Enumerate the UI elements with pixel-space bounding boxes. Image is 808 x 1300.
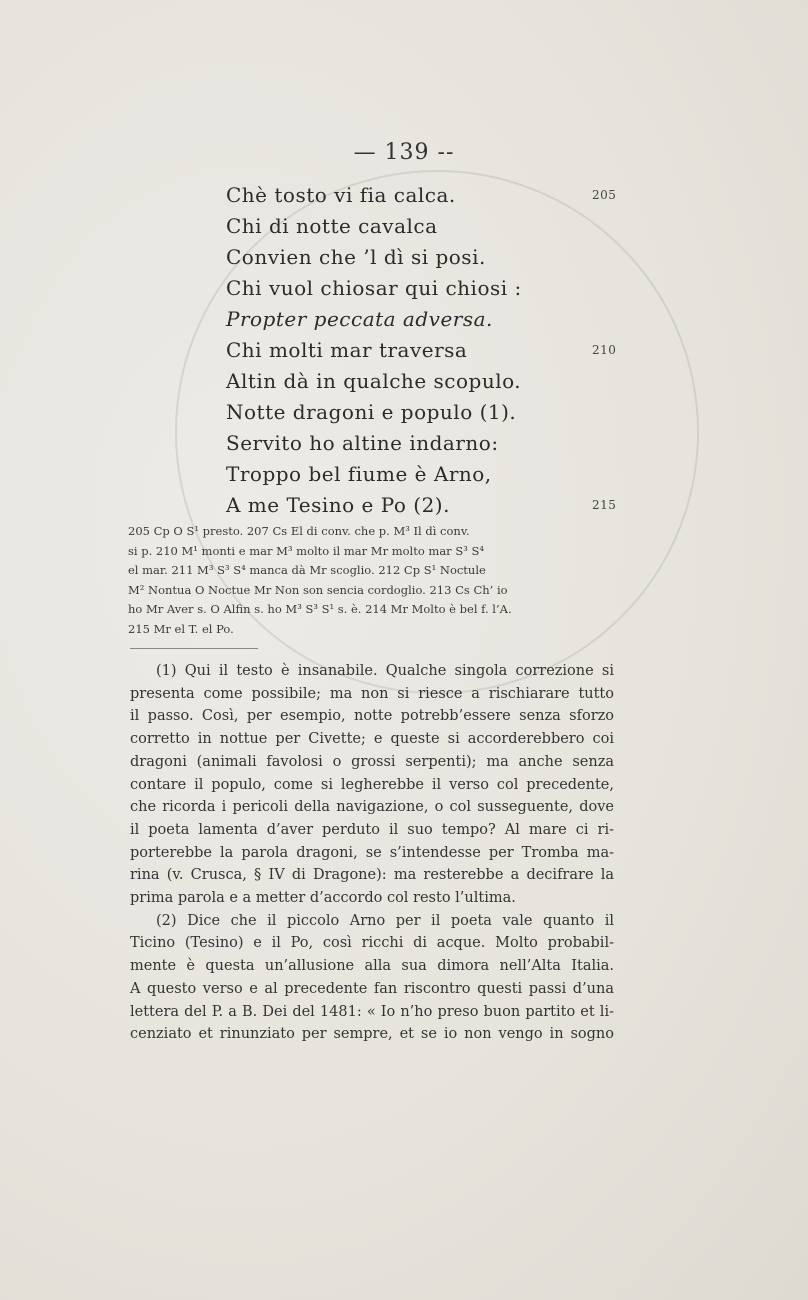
footnotes <box>130 660 614 1046</box>
verse-line: A me Tesino e Po (2). 215 <box>226 490 626 521</box>
verse-line: Chi vuol chiosar qui chiosi : <box>226 276 522 300</box>
variant-line: el mar. 211 M³ S³ S⁴ manca dà Mr scoglio. 212 Cp S¹ Noctule <box>128 563 486 577</box>
verse-line: Chi di notte cavalca <box>226 214 438 238</box>
verse-line: Chè tosto vi fia calca. 205 <box>226 180 626 211</box>
line-number: 215 <box>592 498 617 512</box>
footnote-line: A questo verso e al precedente fan riscontro questi passi d’una <box>130 980 614 997</box>
footnote-line: corretto in nottue per Civette; e queste si accorderebbero coi <box>130 731 614 748</box>
critical-apparatus <box>128 522 618 639</box>
variant-line: 215 Mr el T. el Po. <box>128 621 234 636</box>
variant-line: si p. 210 M¹ monti e mar M³ molto il mar Mr molto mar S³ S⁴ <box>128 543 484 558</box>
footnote-line: il poeta lamenta d’aver perduto il suo tempo? Al mare ci ri- <box>130 821 614 838</box>
verse-line: Servito ho altine indarno: <box>226 431 499 455</box>
variant-line: 205 Cp O S¹ presto. 207 Cs El di conv. che p. M³ Il dì conv. <box>128 524 470 538</box>
footnote-separator <box>130 648 258 649</box>
footnote-line: Ticino (Tesino) e il Po, così ricchi di acque. Molto probabil- <box>130 935 614 952</box>
footnote-line: (1) Qui il testo è insanabile. Qualche singola correzione si <box>156 663 614 679</box>
footnote-line: rina (v. Crusca, § IV di Dragone): ma resterebbe a decifrare la <box>130 867 614 884</box>
footnote-line: mente è questa un’allusione alla sua dimora nell’Alta Italia. <box>130 958 614 975</box>
verse-line: Notte dragoni e populo (1). <box>226 400 517 424</box>
poem-verses <box>226 180 626 521</box>
footnote-line: porterebbe la parola dragoni, se s’intendesse per Tromba ma- <box>130 844 614 861</box>
footnote-line: presenta come possibile; ma non si riesce a rischiarare tutto <box>130 685 614 702</box>
footnote-line: contare il populo, come si legherebbe il verso col precedente, <box>130 776 614 793</box>
footnote-line: che ricorda i pericoli della navigazione, o col susseguente, dove <box>130 799 614 816</box>
verse-line: Chi molti mar traversa 210 <box>226 335 626 366</box>
line-number: 210 <box>592 343 617 357</box>
variant-line: M² Nontua O Noctue Mr Non son sencia cordoglio. 213 Cs Ch’ io <box>128 582 508 597</box>
footnote-line: (2) Dice che il piccolo Arno per il poeta vale quanto il <box>156 912 614 929</box>
verse-line: Altin dà in qualche scopulo. <box>226 369 522 393</box>
page-number: — 139 -- <box>353 140 455 165</box>
verse-line: Troppo bel fiume è Arno, <box>226 462 492 486</box>
footnote-line: dragoni (animali favolosi o grossi serpenti); ma anche senza <box>130 753 614 770</box>
footnote-line: cenziato et rinunziato per sempre, et se io non vengo in sogno <box>130 1026 614 1043</box>
footnote-line: il passo. Così, per esempio, notte potrebb’essere senza sforzo <box>130 708 614 725</box>
line-number: 205 <box>592 188 617 202</box>
footnote-line: lettera del P. a B. Dei del 1481: « Io n’ho preso buon partito et li- <box>130 1003 614 1020</box>
verse-line-latin: Propter peccata adversa. <box>226 307 493 331</box>
variant-line: ho Mr Aver s. O Alfin s. ho M³ S³ S¹ s. è. 214 Mr Molto è bel f. l’A. <box>128 602 512 616</box>
footnote-line: prima parola e a metter d’accordo col resto l’ultima. <box>130 890 516 907</box>
verse-line: Convien che ’l dì si posi. <box>226 245 486 269</box>
